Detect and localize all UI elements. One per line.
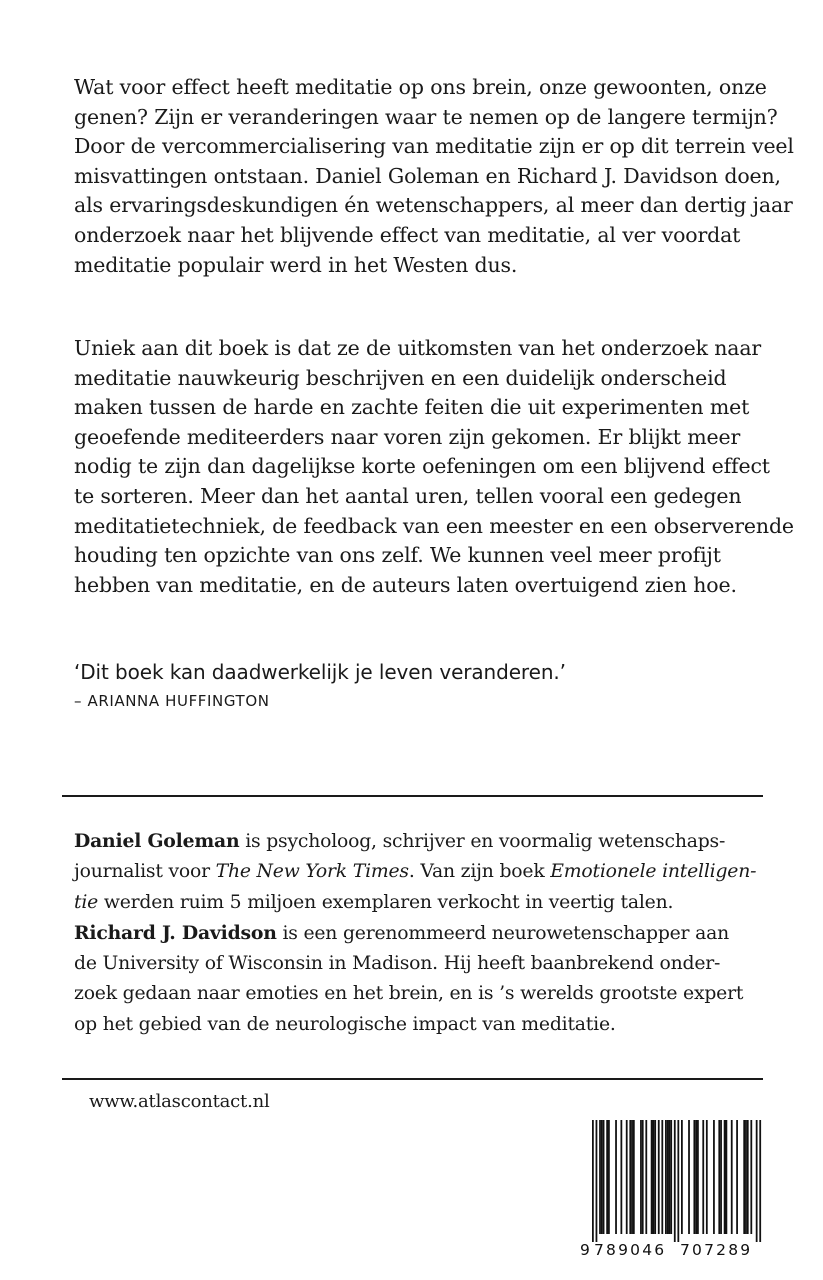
barcode-bar xyxy=(750,1120,752,1234)
barcode-bar xyxy=(718,1120,720,1234)
barcode-bar xyxy=(736,1120,738,1234)
barcode-bar xyxy=(633,1120,635,1234)
text-line: Wat voor effect heeft meditatie op ons brein, onze gewoonten, onze xyxy=(74,75,767,99)
text-line: als ervaringsdeskundigen én wetenschappers, al meer dan dertig jaar xyxy=(74,193,793,218)
barcode-bar xyxy=(669,1120,671,1234)
isbn-barcode xyxy=(580,1118,766,1266)
barcode-bar xyxy=(713,1120,715,1234)
text-line: Uniek aan dit boek is dat ze de uitkomsten van het onderzoek naar xyxy=(74,336,762,360)
text-line: geoefende mediteerders naar voren zijn gekomen. Er blijkt meer xyxy=(74,424,741,449)
text-line: maken tussen de harde en zachte feiten die uit experimenten met xyxy=(74,395,750,420)
barcode-bars xyxy=(580,1118,766,1242)
barcode-bar xyxy=(640,1120,642,1234)
barcode-bar xyxy=(720,1120,722,1234)
author-name-davidson: Richard J. Davidson xyxy=(74,921,277,944)
barcode-bar xyxy=(603,1120,605,1234)
barcode-bar xyxy=(759,1120,761,1242)
barcode-bar xyxy=(608,1120,610,1234)
barcode-bar xyxy=(667,1120,669,1234)
bio-line xyxy=(74,857,764,887)
bio-line xyxy=(74,918,764,949)
barcode-bar xyxy=(631,1120,633,1234)
author-name-goleman: Daniel Goleman xyxy=(74,830,240,852)
barcode-bar xyxy=(606,1120,608,1234)
barcode-first-digit: 9 xyxy=(580,1241,590,1259)
text-line: te sorteren. Meer dan het aantal uren, tellen vooral een gedegen xyxy=(74,483,742,508)
barcode-bar xyxy=(592,1120,594,1242)
barcode-bar xyxy=(658,1120,660,1234)
barcode-bar xyxy=(706,1120,708,1234)
text-line: nodig te zijn dan dagelijkse korte oefeningen om een blijvend effect xyxy=(74,454,770,479)
barcode-bar xyxy=(642,1120,644,1234)
text-line: houding ten opzichte van ons zelf. We kunnen veel meer profijt xyxy=(74,543,721,568)
barcode-bar xyxy=(665,1120,667,1234)
barcode-bar xyxy=(661,1120,663,1234)
barcode-bar xyxy=(645,1120,647,1234)
book-title: Emotionele intelligen- xyxy=(550,861,757,883)
barcode-bar xyxy=(688,1120,690,1234)
text-line: onderzoek naar het blijvende effect van meditatie, al ver voordat xyxy=(74,222,741,247)
bio-text: journalist voor xyxy=(74,861,216,883)
barcode-bar xyxy=(674,1120,676,1242)
bio-text: is psycholoog, schrijver en voormalig wetenschaps- xyxy=(239,831,726,852)
barcode-bar xyxy=(596,1120,598,1242)
author-bio xyxy=(74,826,764,1040)
barcode-bar xyxy=(702,1120,704,1234)
bio-line: de University of Wisconsin in Madison. Hij heeft baanbrekend onder- xyxy=(74,953,721,975)
bio-text: . Van zijn boek xyxy=(408,861,551,883)
text-line: meditatietechniek, de feedback van een meester en een observerende xyxy=(74,513,794,538)
publisher-url: www.atlascontact.nl xyxy=(89,1091,270,1112)
bio-line: zoek gedaan naar emoties en het brein, en is ’s werelds grootste expert xyxy=(74,983,744,1005)
barcode-bar xyxy=(626,1120,628,1234)
bio-text: is een gerenommeerd neurowetenschapper aan xyxy=(276,922,729,944)
text-line: Door de vercommercialisering van meditatie zijn er op dit terrein veel xyxy=(74,134,794,159)
divider-bottom xyxy=(62,1078,763,1080)
barcode-bar xyxy=(681,1120,683,1234)
barcode-bar xyxy=(697,1120,699,1234)
bio-line: op het gebied van de neurologische impact van meditatie. xyxy=(74,1013,616,1035)
barcode-bar xyxy=(651,1120,653,1234)
text-line: genen? Zijn er veranderingen waar te nemen op de langere termijn? xyxy=(74,104,778,129)
divider-top xyxy=(62,795,763,797)
barcode-bar xyxy=(670,1120,672,1234)
description-paragraph-1 xyxy=(74,73,794,280)
barcode-bar xyxy=(726,1120,728,1234)
barcode-bar xyxy=(615,1120,617,1234)
description-paragraph-2 xyxy=(74,334,794,600)
barcode-bar xyxy=(599,1120,601,1234)
barcode-bar xyxy=(653,1120,655,1234)
barcode-bar xyxy=(695,1120,697,1234)
endorsement-quote: ‘Dit boek kan daadwerkelijk je leven veranderen.’ xyxy=(74,660,566,684)
bio-line xyxy=(74,826,764,857)
text-line: hebben van meditatie, en de auteurs laten overtuigend zien hoe. xyxy=(74,572,737,597)
barcode-bar xyxy=(743,1120,745,1234)
barcode-bar xyxy=(601,1120,603,1234)
barcode-bar xyxy=(745,1120,747,1234)
text-line: meditatie populair werd in het Westen dus. xyxy=(74,252,518,277)
bio-line xyxy=(74,888,764,918)
barcode-bar xyxy=(693,1120,695,1234)
newspaper-title: The New York Times xyxy=(215,861,409,883)
bio-text: werden ruim 5 miljoen exemplaren verkocht in veertig talen. xyxy=(98,891,674,913)
barcode-bar xyxy=(620,1120,622,1234)
barcode-right-digits: 707289 xyxy=(680,1241,753,1259)
barcode-bar xyxy=(756,1120,758,1242)
barcode-bar xyxy=(677,1120,679,1242)
text-line: misvattingen ontstaan. Daniel Goleman en Richard J. Davidson doen, xyxy=(74,163,781,188)
book-title-continued: tie xyxy=(74,891,99,913)
text-line: meditatie nauwkeurig beschrijven en een duidelijk onderscheid xyxy=(74,365,727,390)
barcode-bar xyxy=(747,1120,749,1234)
quote-attribution: – ARIANNA HUFFINGTON xyxy=(74,692,270,710)
barcode-left-digits: 789046 xyxy=(594,1241,667,1259)
barcode-bar xyxy=(654,1120,656,1234)
barcode-bar xyxy=(724,1120,726,1234)
barcode-bar xyxy=(731,1120,733,1234)
barcode-bar xyxy=(629,1120,631,1234)
